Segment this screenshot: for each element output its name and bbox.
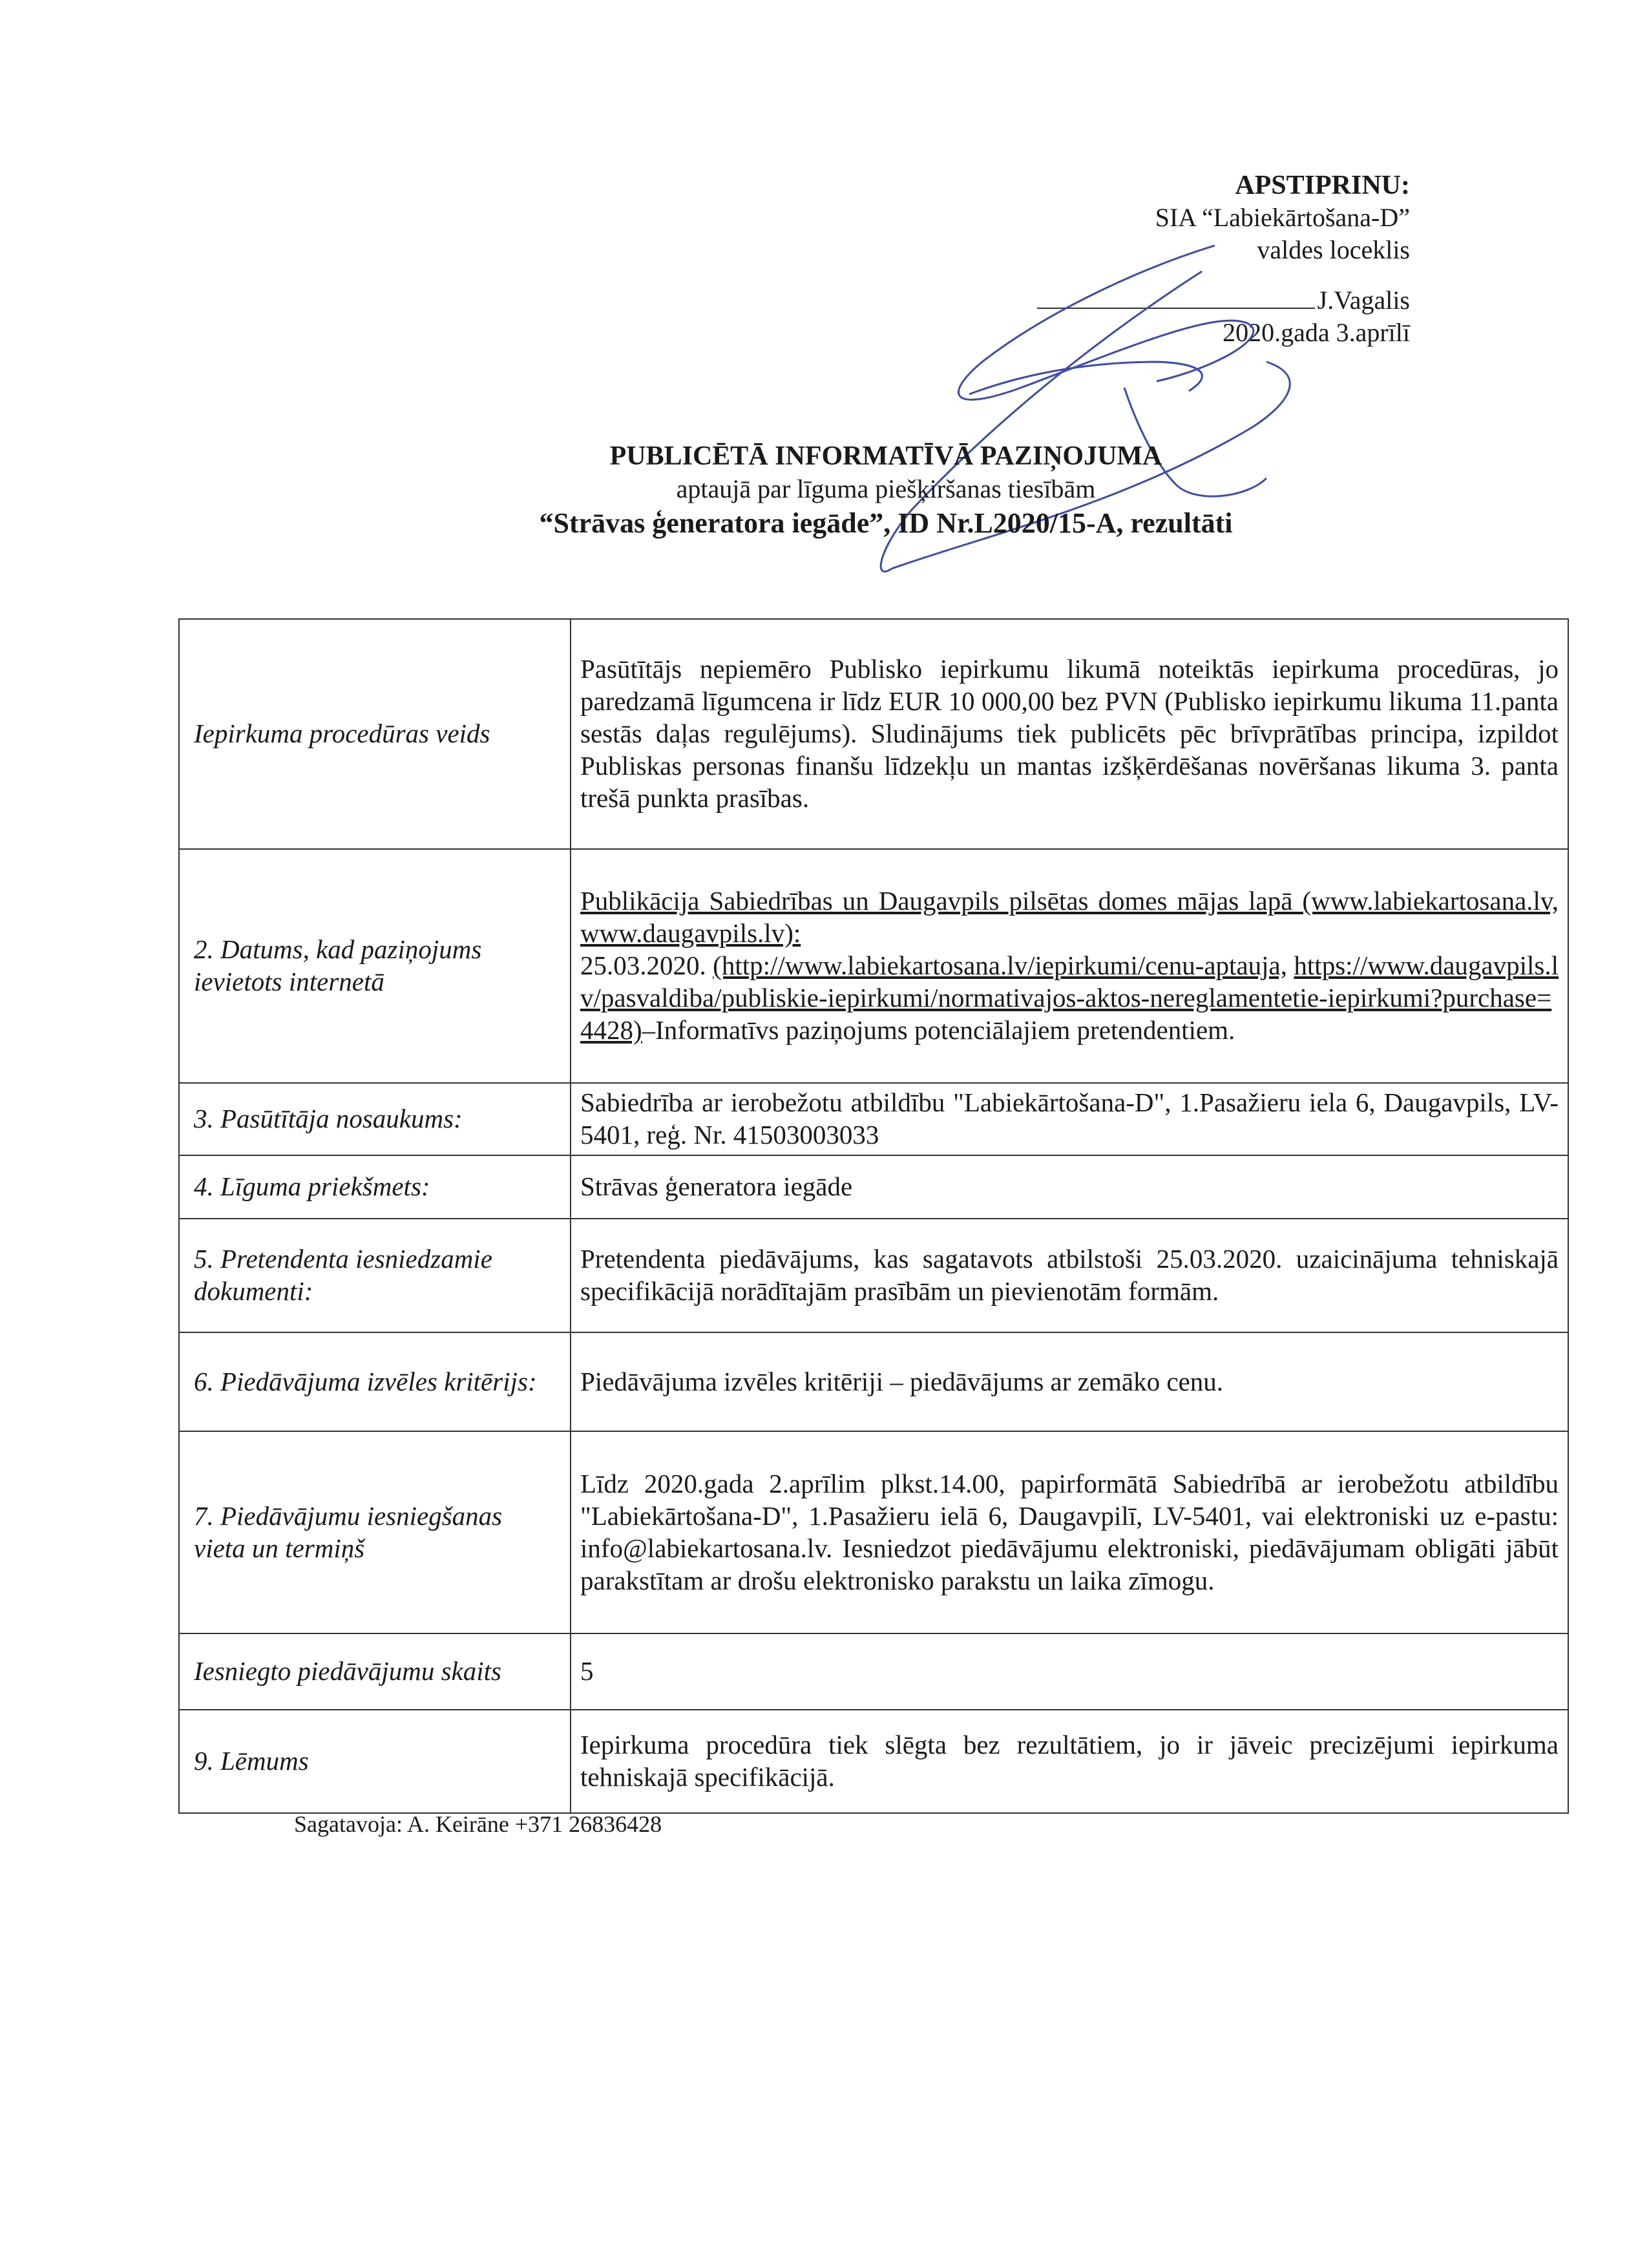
table-row [179,1633,1568,1710]
row-label: Iesniegto piedāvājumu skaits [179,1633,571,1710]
publication-text: Publikācija Sabiedrības un Daugavpils pilsētas domes mājas lapā (www.labiekartosana.lv, www.daugavpils.lv): [580,886,1559,948]
title-line-3: “Strāvas ģeneratora iegāde”, ID Nr.L2020/15-A, rezultāti [539,507,1233,539]
row-value: Līdz 2020.gada 2.aprīlim plkst.14.00, papirformātā Sabiedrībā ar ierobežotu atbildību "Labiekārtošana-D", 1.Pasažieru ielā 6, Daugavpilī, LV-5401, vai elektroniski uz e-pastu: info@labiekartosana.lv. Iesniedzot piedāvājumu elektroniski, piedāvājumam obligāti jābūt parakstītam ar drošu elektronisko parakstu un laika zīmogu. [571,1431,1568,1633]
publication-date: 25.03.2020. [580,950,706,980]
publication-note: –Informatīvs paziņojums potenciālajiem pretendentiem. [642,1015,1235,1045]
row-label: 4. Līguma priekšmets: [179,1155,571,1219]
approval-signer: J.Vagalis [1317,286,1410,315]
row-value: Iepirkuma procedūra tiek slēgta bez rezultātiem, jo ir jāveic precizējumi iepirkuma tehniskajā specifikācijā. [571,1710,1568,1813]
row-value: 5 [571,1633,1568,1710]
info-table [178,618,1569,1814]
row-label: 6. Piedāvājuma izvēles kritērijs: [179,1332,571,1431]
row-value: Sabiedrība ar ierobežotu atbildību "Labiekārtošana-D", 1.Pasažieru iela 6, Daugavpils, LV-5401, reģ. Nr. 41503003033 [571,1083,1568,1155]
table-row [179,1155,1568,1219]
row-value-publication [571,849,1568,1083]
row-label: 7. Piedāvājumu iesniegšanas vieta un termiņš [179,1431,571,1633]
row-label: 5. Pretendenta iesniedzamie dokumenti: [179,1219,571,1332]
table-row [179,1219,1568,1332]
title-line-1: PUBLICĒTĀ INFORMATĪVĀ PAZIŅOJUMA [609,441,1162,471]
publication-link-labiekartosana[interactable]: (http://www.labiekartosana.lv/iepirkumi/cenu-aptauja, [713,950,1287,980]
row-value: Piedāvājuma izvēles kritēriji – piedāvājums ar zemāko cenu. [571,1332,1568,1431]
approval-date: 2020.gada 3.aprīlī [1223,318,1410,347]
approval-position: valdes loceklis [1257,235,1410,264]
table-row [179,1431,1568,1633]
prepared-by: Sagatavoja: A. Keirāne +371 26836428 [294,1811,662,1837]
table-row [179,1332,1568,1431]
row-label: 9. Lēmums [179,1710,571,1813]
row-value: Pretendenta piedāvājums, kas sagatavots atbilstoši 25.03.2020. uzaicinājuma tehniskajā specifikācijā norādītajām prasībām un pievienotām formām. [571,1219,1568,1332]
row-label: 2. Datums, kad paziņojums ievietots internetā [179,849,571,1083]
row-value: Pasūtītājs nepiemēro Publisko iepirkumu likumā noteiktās iepirkuma procedūras, jo paredzamā līgumcena ir līdz EUR 10 000,00 bez PVN (Publisko iepirkumu likuma 11.panta sestās daļas regulējums). Sludinājums tiek publicēts pēc brīvprātības principa, izpildot Publiskas personas finanšu līdzekļu un mantas izšķērdēšanas novēršanas likuma 3. panta trešā punkta prasības. [571,619,1568,849]
row-value: Strāvas ģeneratora iegāde [571,1155,1568,1219]
document-title [0,439,1649,541]
title-line-2: aptaujā par līguma piešķiršanas tiesībām [676,474,1096,503]
approval-heading: APSTIPRINU: [1235,171,1410,200]
table-row [179,1083,1568,1155]
table-row [179,849,1568,1083]
publication-link-daugavpils[interactable]: https://www.daugavpils.lv/pasvaldiba/publiskie-iepirkumi/normativajos-aktos-nereglamentetie-iepirkumi?purchase=4428) [580,950,1559,1045]
row-label: Iepirkuma procedūras veids [179,619,571,849]
table-row [179,1710,1568,1813]
row-label: 3. Pasūtītāja nosaukums: [179,1083,571,1155]
approval-company: SIA “Labiekārtošana-D” [1155,203,1410,232]
table-row [179,619,1568,849]
